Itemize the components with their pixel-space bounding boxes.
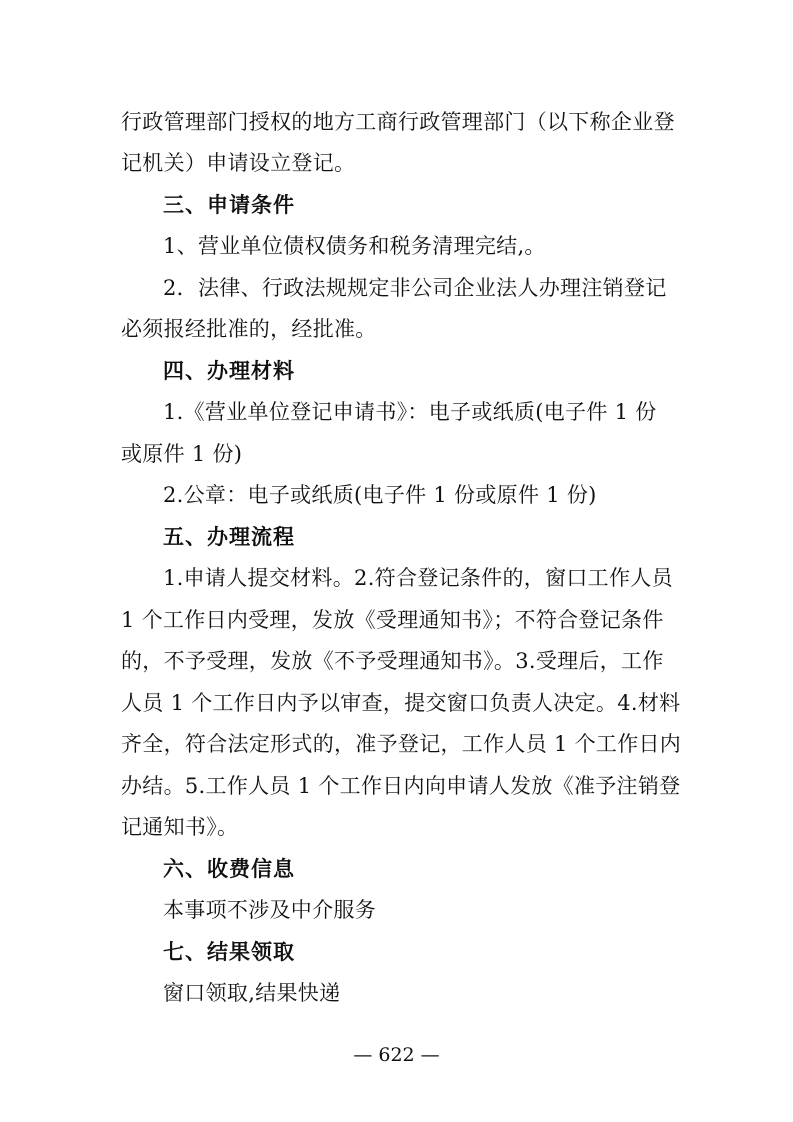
page-number: — 622 — bbox=[353, 1044, 440, 1066]
body-line: 2．法律、行政法规规定非公司企业法人办理注销登记 bbox=[163, 276, 667, 300]
body-line: 人员 1 个工作日内予以审查，提交窗口负责人决定。4.材料 bbox=[121, 691, 681, 715]
body-line: 1 个工作日内受理，发放《受理通知书》；不符合登记条件 bbox=[121, 608, 664, 632]
body-line: 的，不予受理，发放《不予受理通知书》。3.受理后，工作 bbox=[121, 649, 664, 673]
body-line: 记机关）申请设立登记。 bbox=[121, 151, 356, 175]
section-heading-materials: 四、办理材料 bbox=[163, 359, 295, 383]
section-heading-results: 七、结果领取 bbox=[163, 940, 295, 964]
body-line: 窗口领取,结果快递 bbox=[163, 981, 341, 1005]
body-line: 齐全，符合法定形式的，准予登记，工作人员 1 个工作日内 bbox=[121, 732, 682, 756]
body-line: 或原件 1 份) bbox=[121, 442, 243, 466]
section-heading-fees: 六、收费信息 bbox=[163, 857, 295, 881]
body-line: 记通知书》。 bbox=[121, 815, 239, 839]
body-line: 行政管理部门授权的地方工商行政管理部门（以下称企业登 bbox=[121, 110, 675, 134]
body-line: 办结。5.工作人员 1 个工作日内向申请人发放《准予注销登 bbox=[121, 774, 681, 798]
body-line: 本事项不涉及中介服务 bbox=[163, 898, 376, 922]
body-line: 1.《营业单位登记申请书》：电子或纸质(电子件 1 份 bbox=[163, 400, 657, 424]
body-line: 2.公章：电子或纸质(电子件 1 份或原件 1 份) bbox=[163, 483, 597, 507]
section-heading-conditions: 三、申请条件 bbox=[163, 193, 295, 217]
body-line: 1、营业单位债权债务和税务清理完结,。 bbox=[163, 234, 546, 258]
body-line: 1.申请人提交材料。2.符合登记条件的，窗口工作人员 bbox=[163, 566, 673, 590]
body-line: 必须报经批准的，经批准。 bbox=[121, 317, 377, 341]
section-heading-process: 五、办理流程 bbox=[163, 525, 295, 549]
